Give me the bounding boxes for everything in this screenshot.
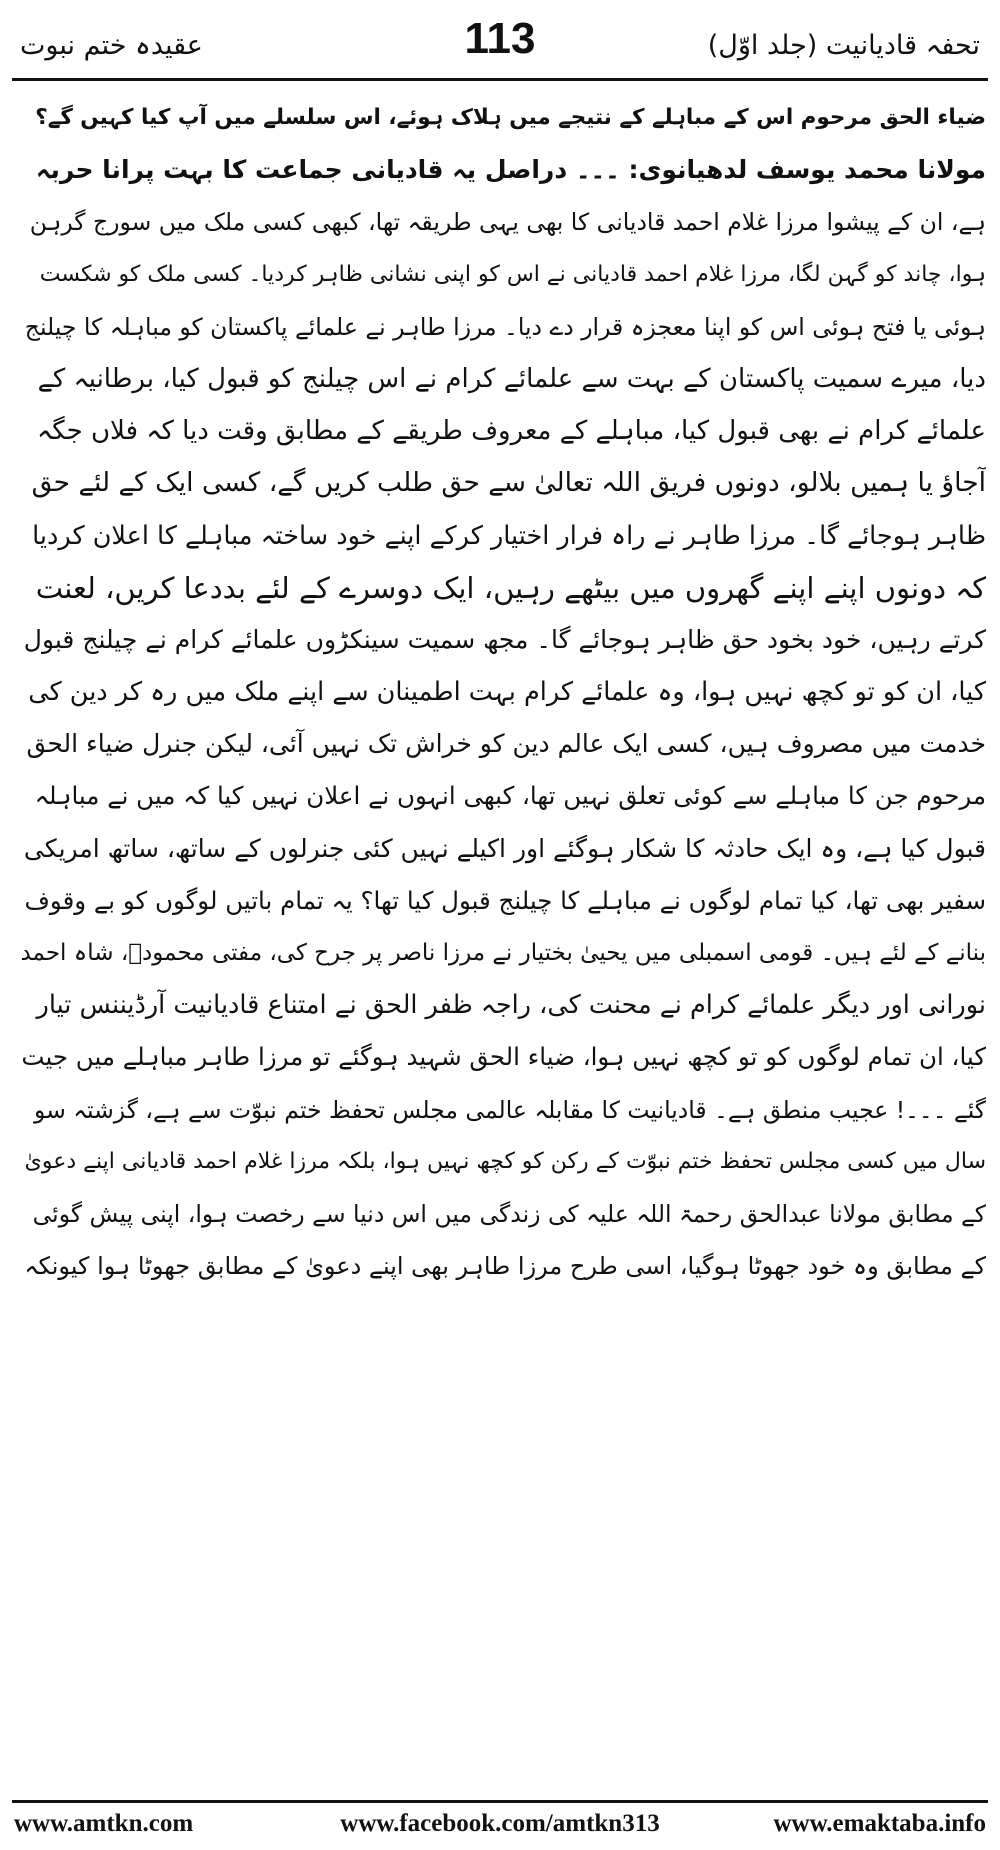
page-number: 113: [464, 14, 536, 63]
body-line: کہ دونوں اپنے اپنے گھروں میں بیٹھے رہیں، ایک دوسرے کے لئے بددعا کریں، لعنت: [35, 570, 986, 605]
footer-rule: [12, 1800, 988, 1803]
page-footer: [14, 1808, 986, 1844]
body-line: سفیر بھی تھا، کیا تمام لوگوں نے مباہلے کا چیلنج قبول کیا تھا؟ یہ تمام باتیں لوگوں کو بے وقوف: [24, 885, 986, 915]
body-line: ہے، ان کے پیشوا مرزا غلام احمد قادیانی کا بھی یہی طریقہ تھا، کبھی کسی ملک میں سورج گرہن: [29, 208, 986, 237]
footer-link-emaktaba[interactable]: www.emaktaba.info: [773, 1810, 986, 1837]
body-line: ضیاء الحق مرحوم اس کے مباہلے کے نتیجے میں ہلاک ہوئے، اس سلسلے میں آپ کیا کہیں گے؟: [35, 105, 986, 130]
body-line: آجاؤ یا ہمیں بلالو، دونوں فریق اللہ تعالیٰ سے حق طلب کریں گے، کسی ایک کے لئے حق: [31, 467, 986, 499]
body-line: مولانا محمد یوسف لدھیانوی: ۔۔۔ دراصل یہ قادیانی جماعت کا بہت پرانا حربہ: [35, 155, 986, 185]
footer-link-amtkn[interactable]: www.amtkn.com: [14, 1810, 194, 1837]
body-line: گئے ۔۔۔! عجیب منطق ہے۔ قادیانیت کا مقابلہ عالمی مجلس تحفظ ختم نبوّت سے ہے، گزشتہ سو: [33, 1095, 986, 1124]
body-line: مرحوم جن کا مباہلے سے کوئی تعلق نہیں تھا، کبھی انہوں نے اعلان نہیں کیا کہ میں نے مباہلہ: [34, 781, 986, 811]
body-line: کیا، ان کو تو کچھ نہیں ہوا، وہ علمائے کرام بہت اطمینان سے اپنے ملک میں رہ کر دین کی: [28, 677, 986, 708]
body-line: کے مطابق وہ خود جھوٹا ہوگیا، اسی طرح مرزا طاہر بھی اپنے دعویٰ کے مطابق جھوٹا ہوا کیونکہ: [24, 1252, 986, 1281]
book-title: تحفہ قادیانیت (جلد اوّل): [707, 30, 980, 61]
body-line: ظاہر ہوجائے گا۔ مرزا طاہر نے راہ فرار اختیار کرکے اپنے خود ساختہ مباہلے کا اعلان کردیا: [32, 520, 986, 551]
body-line: علمائے کرام نے بھی قبول کیا، مباہلے کے معروف طریقے کے مطابق وقت دیا کہ فلاں جگہ: [37, 416, 986, 447]
body-line: ہوئی یا فتح ہوئی اس کو اپنا معجزہ قرار دے دیا۔ مرزا طاہر نے علمائے پاکستان کو مباہلہ کا چیلنج: [24, 312, 986, 341]
body-line: بنانے کے لئے ہیں۔ قومی اسمبلی میں یحییٰ بختیار نے مرزا ناصر پر جرح کی، مفتی محمودؒ، شاہ احمد: [20, 940, 986, 966]
body-line: کیا، ان تمام لوگوں کو تو کچھ نہیں ہوا، ضیاء الحق شہید ہوگئے تو مرزا طاہر مباہلے میں جیت: [21, 1042, 986, 1072]
body-line: کے مطابق مولانا عبدالحق رحمۃ اللہ علیہ کی زندگی میں اس دنیا سے رخصت ہوا، اپنی پیش گوئی: [32, 1199, 986, 1228]
body-text: [20, 92, 986, 1762]
footer-link-facebook[interactable]: www.facebook.com/amtkn313: [340, 1810, 660, 1837]
page-header: [12, 8, 988, 80]
body-line: خدمت میں مصروف ہیں، کسی ایک عالم دین کو خراش تک نہیں آئی، لیکن جنرل ضیاء الحق: [26, 729, 986, 759]
body-line: کرتے رہیں، خود بخود حق ظاہر ہوجائے گا۔ مجھ سمیت سینکڑوں علمائے کرام نے چیلنج قبول: [23, 624, 986, 654]
body-line: نورانی اور دیگر علمائے کرام نے محنت کی، راجہ ظفر الحق نے امتناع قادیانیت آرڈیننس تیار: [36, 990, 986, 1021]
body-line: سال میں کسی مجلس تحفظ ختم نبوّت کے رکن کو کچھ نہیں ہوا، بلکہ مرزا غلام احمد قادیانی اپنے دعویٰ: [24, 1148, 986, 1174]
body-line: قبول کیا ہے، وہ ایک حادثہ کا شکار ہوگئے اور اکیلے نہیں کئی جنرلوں کے ساتھ، ساتھ امریکی: [23, 833, 986, 863]
body-line: دیا، میرے سمیت پاکستان کے بہت سے علمائے کرام نے اس چیلنج کو قبول کیا، برطانیہ کے: [37, 363, 986, 394]
header-rule: [12, 78, 988, 81]
body-line: ہوا، چاند کو گہن لگا، مرزا غلام احمد قادیانی نے اس کو اپنی نشانی ظاہر کردیا۔ کسی ملک کو شکست: [39, 261, 986, 287]
section-title: عقیدہ ختم نبوت: [20, 30, 203, 61]
